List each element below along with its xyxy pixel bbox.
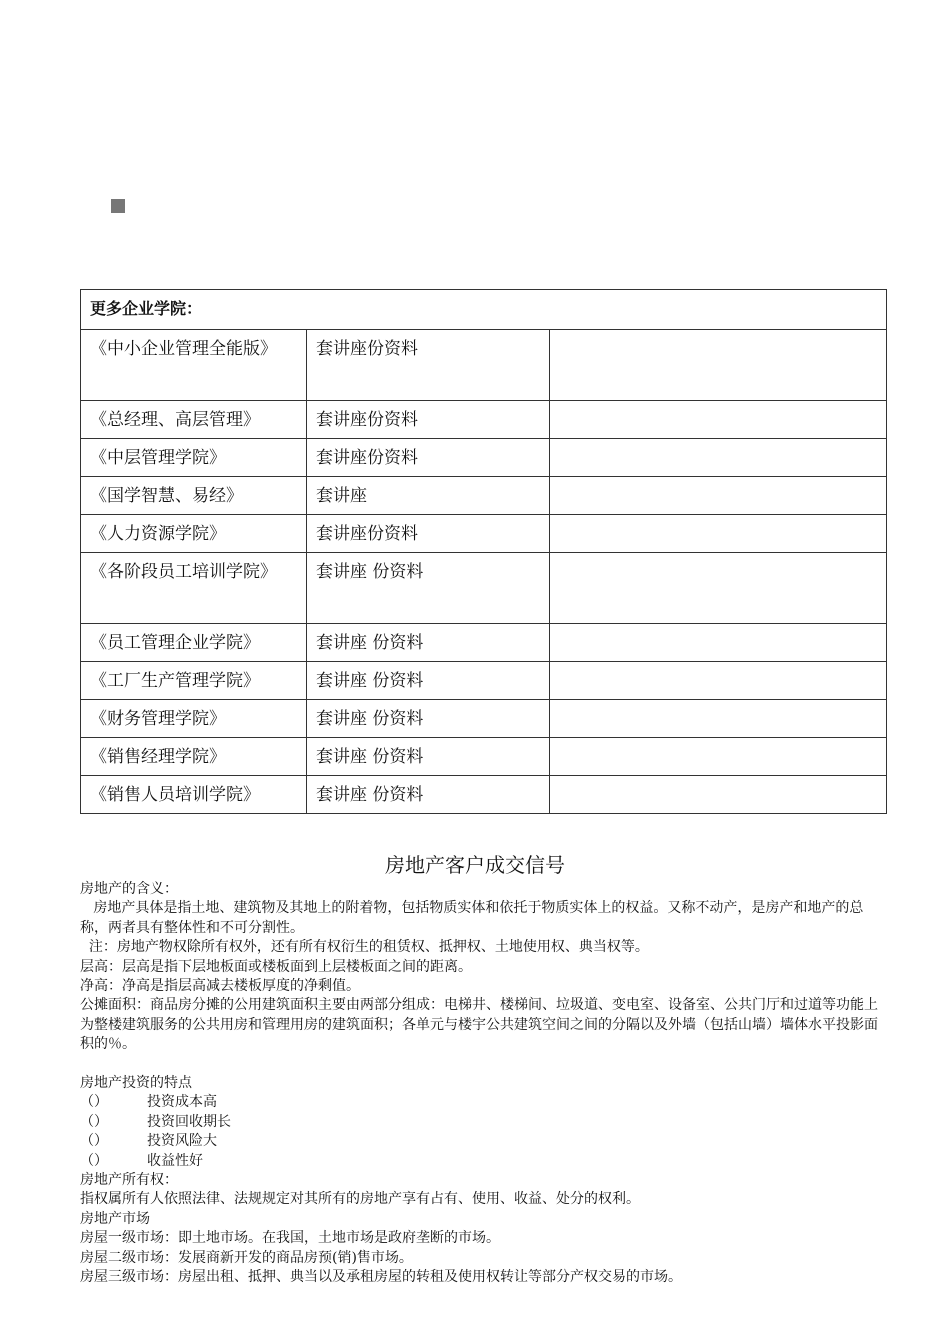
table-row [81,776,887,814]
course-extra [550,700,887,738]
table-row [81,515,887,553]
course-extra [550,624,887,662]
floor-height-text: 层高：层高是指下层地板面或楼板面到上层楼板面之间的距离。 [80,958,472,975]
more-academies-table [80,289,887,814]
course-name: 《总经理、高层管理》 [81,401,307,439]
table-row [81,738,887,776]
definition-note: 注：房地产物权除所有权外，还有所有权衍生的租赁权、抵押权、土地使用权、典当权等。 [80,939,649,956]
market-heading: 房地产市场 [80,1210,150,1227]
course-name: 《各阶段员工培训学院》 [81,553,307,624]
course-info: 套讲座 份资料 [307,624,550,662]
list-marker: （） [80,1152,108,1169]
course-extra [550,738,887,776]
list-item [80,1093,890,1112]
course-info: 套讲座 份资料 [307,738,550,776]
course-name: 《国学智慧、易经》 [81,477,307,515]
course-name: 《财务管理学院》 [81,700,307,738]
course-name: 《员工管理企业学院》 [81,624,307,662]
course-name: 《销售人员培训学院》 [81,776,307,814]
definition-heading: 房地产的含义： [80,881,178,897]
course-info: 套讲座份资料 [307,439,550,477]
blank-line [80,1055,890,1074]
investment-heading: 房地产投资的特点 [80,1075,192,1092]
course-extra [550,477,887,515]
course-info: 套讲座 份资料 [307,553,550,624]
market-secondary: 房屋二级市场：发展商新开发的商品房预(销)售市场。 [80,1249,413,1266]
shared-area-text: 公摊面积：商品房分摊的公用建筑面积主要由两部分组成：电梯井、楼梯间、垃圾道、变电室、设备室、公共门厅和过道等功能上为整楼建筑服务的公共用房和管理用房的建筑面积；各单元与楼宇公共建筑空间之间的分隔以及外墙（包括山墙）墙体水平投影面积的％。 [80,997,878,1053]
course-name: 《中层管理学院》 [81,439,307,477]
table-row [81,700,887,738]
course-name: 《人力资源学院》 [81,515,307,553]
course-info: 套讲座份资料 [307,515,550,553]
course-info: 套讲座份资料 [307,401,550,439]
course-info: 套讲座 份资料 [307,776,550,814]
list-text: 投资风险大 [147,1133,217,1150]
course-name: 《销售经理学院》 [81,738,307,776]
list-item [80,1113,890,1132]
table-row [81,553,887,624]
document-body [80,880,890,1288]
net-height-text: 净高：净高是指层高减去楼板厚度的净剩值。 [80,978,360,995]
course-extra [550,439,887,477]
market-primary: 房屋一级市场：即土地市场。在我国，土地市场是政府垄断的市场。 [80,1230,500,1247]
list-marker: （） [80,1113,108,1130]
list-marker: （） [80,1133,108,1150]
table-row [81,477,887,515]
course-info: 套讲座份资料 [307,330,550,401]
ownership-heading: 房地产所有权： [80,1172,178,1189]
course-extra [550,401,887,439]
table-header: 更多企业学院： [81,290,887,330]
list-text: 投资成本高 [147,1094,217,1111]
table-row [81,401,887,439]
table-row [81,439,887,477]
table-row [81,624,887,662]
list-text: 投资回收期长 [147,1113,231,1130]
document-title: 房地产客户成交信号 [385,853,565,877]
table-row [81,330,887,401]
course-extra [550,515,887,553]
list-item [80,1152,890,1171]
course-info: 套讲座 [307,477,550,515]
course-extra [550,662,887,700]
table-row [81,662,887,700]
square-bullet-icon [111,199,125,213]
definition-body: 房地产具体是指土地、建筑物及其地上的附着物，包括物质实体和依托于物质实体上的权益。又称不动产，是房产和地产的总称，两者具有整体性和不可分割性。 [80,900,864,936]
course-extra [550,776,887,814]
course-extra [550,553,887,624]
list-text: 收益性好 [147,1152,203,1169]
course-info: 套讲座 份资料 [307,662,550,700]
course-name: 《中小企业管理全能版》 [81,330,307,401]
list-marker: （） [80,1094,108,1111]
course-extra [550,330,887,401]
market-tertiary: 房屋三级市场：房屋出租、抵押、典当以及承租房屋的转租及使用权转让等部分产权交易的市场。 [80,1269,682,1286]
course-info: 套讲座 份资料 [307,700,550,738]
course-name: 《工厂生产管理学院》 [81,662,307,700]
ownership-body: 指权属所有人依照法律、法规规定对其所有的房地产享有占有、使用、收益、处分的权利。 [80,1191,640,1208]
list-item [80,1132,890,1151]
